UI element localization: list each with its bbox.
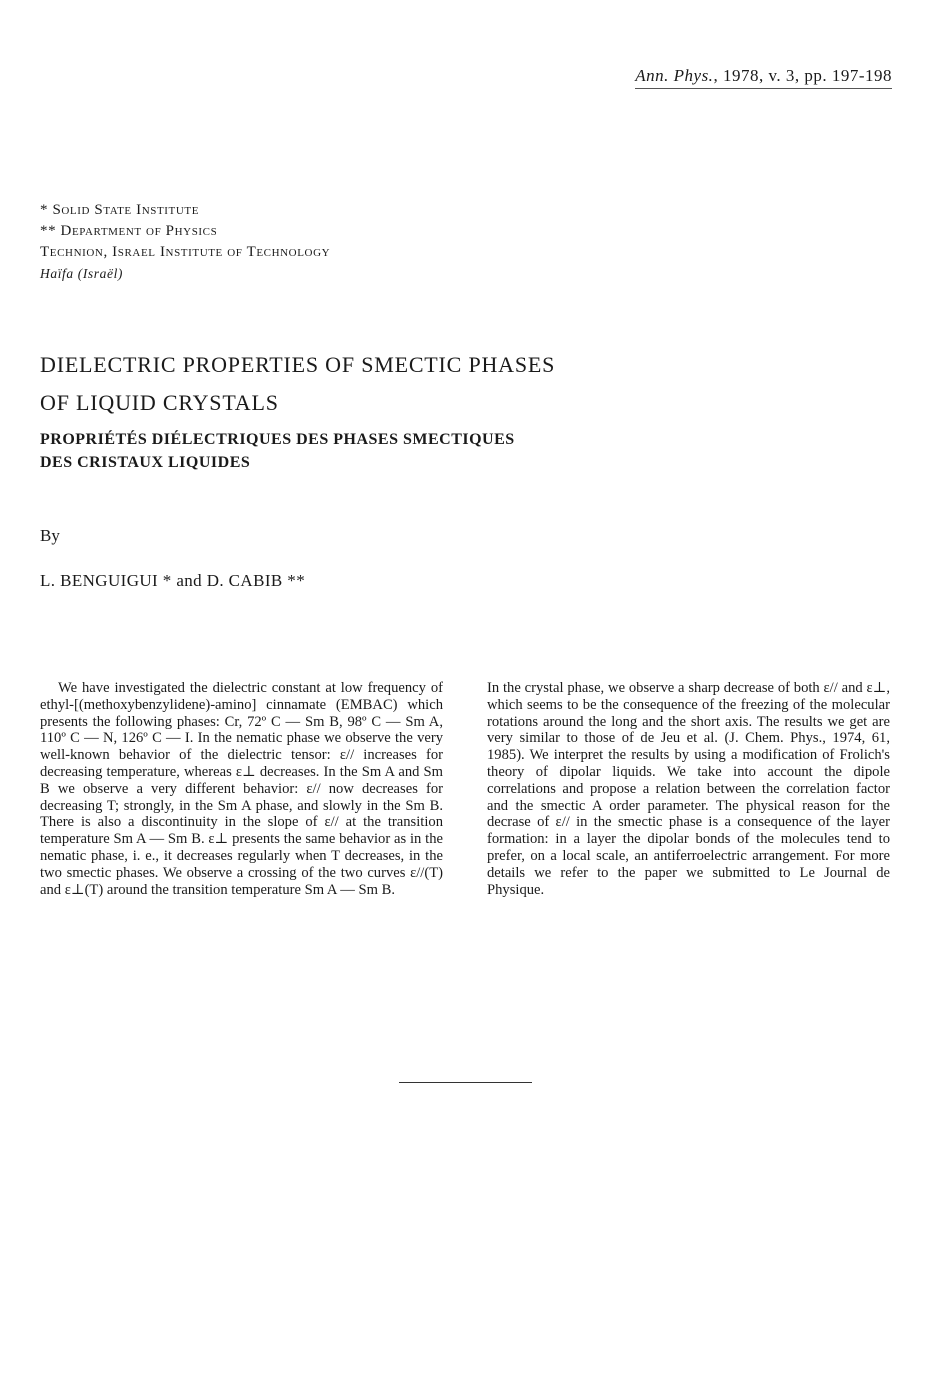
paper-title-french-line-1: PROPRIÉTÉS DIÉLECTRIQUES DES PHASES SMECTIQUES — [40, 431, 515, 448]
affiliation-line-3: Technion, Israel Institute of Technology — [40, 244, 331, 260]
affiliation-line-1: * Solid State Institute — [40, 202, 200, 218]
journal-volume-pages: , 1978, v. 3, pp. 197-198 — [713, 66, 892, 85]
affiliation-block — [40, 200, 330, 284]
abstract-column-left: We have investigated the dielectric constant at low frequency of ethyl-[(methoxybenzylidene)-amino] cinnamate (EMBAC) which presents the following phases: Cr, 72º C — Sm B, 98º C — Sm A, 110º C — N, 126º C — I. In the nematic phase we observe the very well-known behavior of the dielectric tensor: ε// increases for decreasing temperature, whereas ε⊥ decreases. In the Sm A and Sm B we observe a very different behavior: ε// now decreases for decreasing T; strongly, in the Sm A phase, and slowly in the Sm B. There is also a discontinuity in the slope of ε// at the transition temperature Sm A — Sm B. ε⊥ presents the same behavior as in the nematic phase, i. e., it decreases regularly when T decreases, in the two smectic phases. We observe a crossing of the two curves ε//(T) and ε⊥(T) around the transition temperature Sm A — Sm B. — [40, 680, 443, 898]
paper-title-french — [40, 428, 760, 474]
journal-name: Ann. Phys. — [635, 66, 714, 85]
byline: By — [40, 526, 60, 545]
affiliation-city: Haïfa (Israël) — [40, 266, 124, 281]
paper-title-line-1: DIELECTRIC PROPERTIES OF SMECTIC PHASES — [40, 352, 556, 377]
abstract-column-right: In the crystal phase, we observe a sharp decrease of both ε// and ε⊥, which seems to be the consequence of the freezing of the molecular rotations around the long and the short axis. The results we get are very similar to those of de Jeu et al. (J. Chem. Phys., 1974, 61, 1985). We interpret the results by using a modification of Frolich's theory of dipolar liquids. We take into account the dipole correlations and propose a relation between the correlation factor and the smectic A order parameter. The physical reason for the decrase of ε// in the smectic phase is a consequence of the layer formation: in a layer the dipolar bonds of the molecules tend to prefer, on a local scale, an antiferroelectric arrangement. For more details we refer to the paper we submitted to Le Journal de Physique. — [487, 680, 890, 898]
journal-reference — [635, 66, 892, 89]
paper-title-french-line-2: DES CRISTAUX LIQUIDES — [40, 454, 251, 471]
affiliation-line-2: ** Department of Physics — [40, 223, 218, 239]
authors: L. BENGUIGUI * and D. CABIB ** — [40, 571, 306, 590]
paper-title — [40, 346, 760, 422]
end-rule — [399, 1082, 532, 1083]
paper-title-line-2: OF LIQUID CRYSTALS — [40, 390, 279, 415]
